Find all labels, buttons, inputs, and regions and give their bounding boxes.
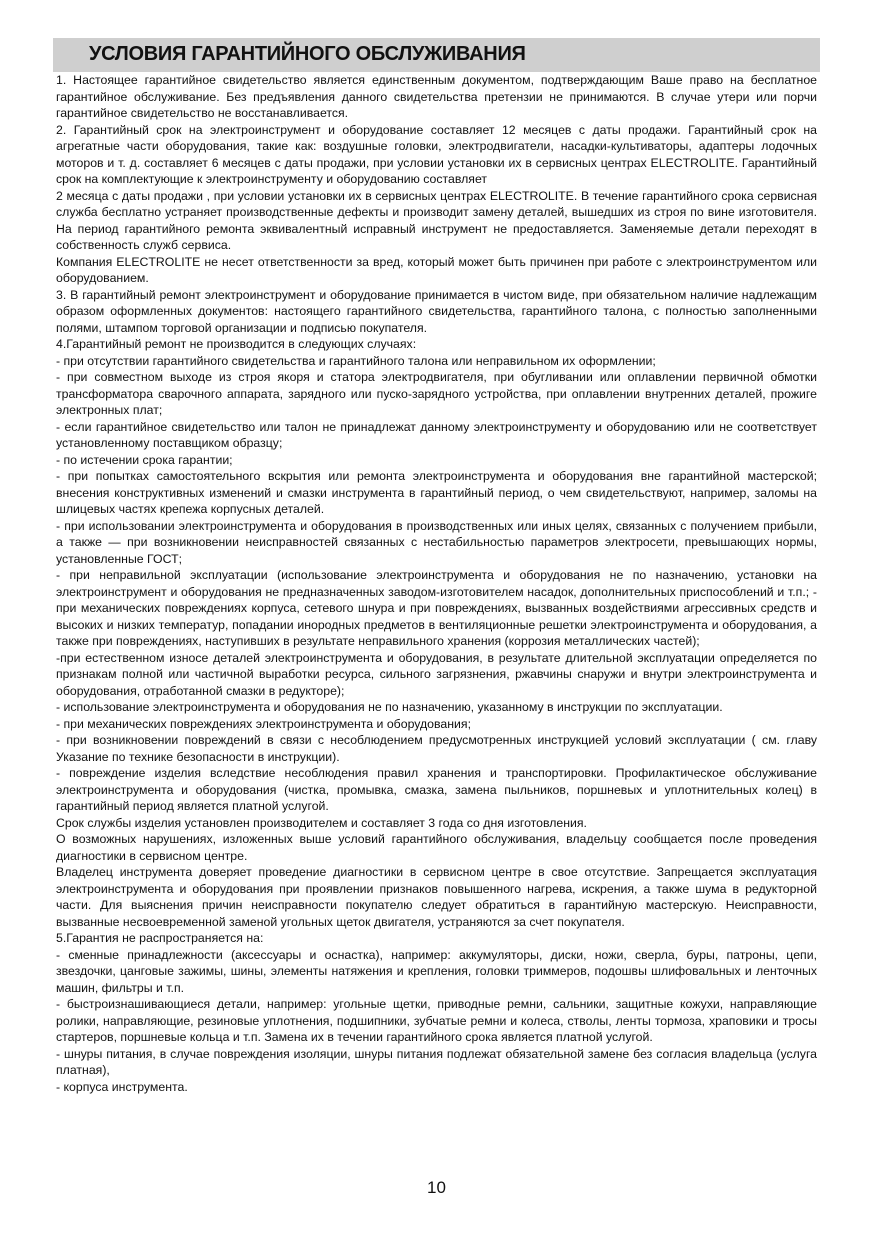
paragraph: 4.Гарантийный ремонт не производится в следующих случаях: xyxy=(56,337,417,351)
paragraph: 1. Настоящее гарантийное свидетельство является единственным документом, подтверждающим Ваше право на бесплатное гарантийное обслуживание. Без предъявления данного свидетельства претензии не принимаются. В случае утери или порчи гарантийное свидетельство не восстанавливается. xyxy=(56,73,817,120)
paragraph: 3. В гарантийный ремонт электроинструмент и оборудование принимается в чистом виде, при обязательном наличие надлежащим образом оформленных документов: настоящего гарантийного свидетельства, гарантийного талона, с полностью заполненными полями, штампом торговой организации и подписью покупателя. xyxy=(56,287,817,335)
section-header-bar xyxy=(53,38,820,72)
list-item: - при возникновении повреждений в связи с несоблюдением предусмотренных инструкцией условий эксплуатации ( см. главу Указание по технике безопасности в инструкции). xyxy=(56,733,817,764)
section-title: УСЛОВИЯ ГАРАНТИЙНОГО ОБСЛУЖИВАНИЯ xyxy=(89,43,526,65)
list-item: - корпуса инструмента. xyxy=(56,1079,188,1094)
list-item: - повреждение изделия вследствие несоблюдения правил хранения и транспортировки. Профилактическое обслуживание электроинструмента и оборудования (чистка, промывка, смазка, замена пыльников, поршневых и уплотнительных колец) в гарантийный период является платной услугой. xyxy=(56,766,817,813)
paragraph: 2 месяца с даты продажи , при условии установки их в сервисных центрах ELECTROLITE. В течение гарантийного срока сервисная служба бесплатно устраняет производственные дефекты и производит замену деталей, вышедших из строя по вине изготовителя. На период гарантийного ремонта эквивалентный исправный инструмент не предоставляется. Заменяемые детали переходят в собственность служб сервиса. xyxy=(56,188,817,252)
paragraph: 2. Гарантийный срок на электроинструмент и оборудование составляет 12 месяцев с даты продажи. Гарантийный срок на агрегатные части оборудования, такие как: воздушные головки, электродвигатели, насадки-культиваторы, адаптеры лодочных моторов и т. д. составляет 6 месяцев с даты продажи, при условии установки их в сервисных центрах ELECTROLITE. Гарантийный срок на комплектующие к электроинструменту и оборудованию составляет xyxy=(56,122,817,186)
paragraph: 5.Гарантия не распространяется на: xyxy=(56,931,264,945)
page-number: 10 xyxy=(427,1178,446,1197)
list-item: - при неправильной эксплуатации (использование электроинструмента и оборудования не по назначению, установки на электроинструмент и оборудования не предназначенных заводом-изготовителем насадок, дополнительных приспособлений и т.п.; - при механических повреждениях корпуса, сетевого шнура и при повреждениях, вызванных воздействиями агрессивных средств и высоких и низких температур, попадании инородных предметов в вентиляционные решетки электроинструмента и оборудования, а также при повреждениях, наступивших в результате неправильного хранения (коррозия металлических частей); xyxy=(56,568,817,648)
list-item: - при попытках самостоятельного вскрытия или ремонта электроинструмента и оборудования вне гарантийной мастерской; внесения конструктивных изменений и смазки инструмента в гарантийный период, о чем свидетельствуют, например, заломы на шлицевых частях крепежа корпусных деталей. xyxy=(56,469,817,516)
list-item: - шнуры питания, в случае повреждения изоляции, шнуры питания подлежат обязательной замене без согласия владельца (услуга платная), xyxy=(56,1046,817,1077)
list-item: - по истечении срока гарантии; xyxy=(56,452,233,467)
list-item: - при совместном выходе из строя якоря и статора электродвигателя, при обугливании или оплавлении первичной обмотки трансформатора сварочного аппарата, зарядного или пуско-зарядного устройства, при оплавлении внутренних деталей, прожиге электронных плат; xyxy=(56,370,817,417)
paragraph: О возможных нарушениях, изложенных выше условий гарантийного обслуживания, владельцу сообщается после проведения диагностики в сервисном центре. xyxy=(56,832,817,863)
list-item: - при использовании электроинструмента и оборудования в производственных или иных целях, связанных с получением прибыли, а также — при возникновении неисправностей связанных с нестабильностью параметров электросети, превышающих нормы, установленные ГОСТ; xyxy=(56,518,817,566)
paragraph: Компания ELECTROLITE не несет ответственности за вред, который может быть причинен при работе с электроинструментом или оборудованием. xyxy=(56,254,817,285)
paragraph: Владелец инструмента доверяет проведение диагностики в сервисном центре в свое отсутствие. Запрещается эксплуатация электроинструмента и оборудования при проявлении признаков повышенного нагрева, искрения, а также шума в редукторной части. Для выяснения причин неисправности покупателю следует обратиться в гарантийную мастерскую. Неисправности, вызванные несвоевременной заменой угольных щеток двигателя, устраняются за счет покупателя. xyxy=(56,865,817,929)
list-item: -при естественном износе деталей электроинструмента и оборудования, в результате длительной эксплуатации определяется по признакам полной или частичной выработки ресурса, сильного загрязнения, ржавчины снаружи и внутри электроинструмента и оборудования, отработанной смазки в редукторе); xyxy=(56,650,817,698)
list-item: - сменные принадлежности (аксессуары и оснастка), например: аккумуляторы, диски, ножи, сверла, буры, патроны, цепи, звездочки, цанговые зажимы, шины, элементы натяжения и крепления, головки триммеров, подошвы шлифовальных и ленточных машин, фильтры и т.п. xyxy=(56,947,817,995)
warranty-text xyxy=(56,72,817,1095)
list-item: - если гарантийное свидетельство или талон не принадлежат данному электроинструменту и оборудованию или не соответствует установленному поставщиком образцу; xyxy=(56,419,817,450)
list-item: - использование электроинструмента и оборудования не по назначению, указанному в инструкции по эксплуатации. xyxy=(56,700,723,714)
list-item: - при механических повреждениях электроинструмента и оборудования; xyxy=(56,716,471,731)
paragraph: Срок службы изделия установлен производителем и составляет 3 года со дня изготовления. xyxy=(56,815,587,830)
list-item: - быстроизнашивающиеся детали, например: угольные щетки, приводные ремни, сальники, защитные кожухи, направляющие ролики, направляющие, резиновые уплотнения, подшипники, зубчатые ремни и колеса, стволы, ленты тормоза, храповики и тросы стартеров, поршневые кольца и т.п. Замена их в течении гарантийного срока является платной услугой. xyxy=(56,997,817,1044)
list-item: - при отсутствии гарантийного свидетельства и гарантийного талона или неправильном их оформлении; xyxy=(56,353,656,368)
